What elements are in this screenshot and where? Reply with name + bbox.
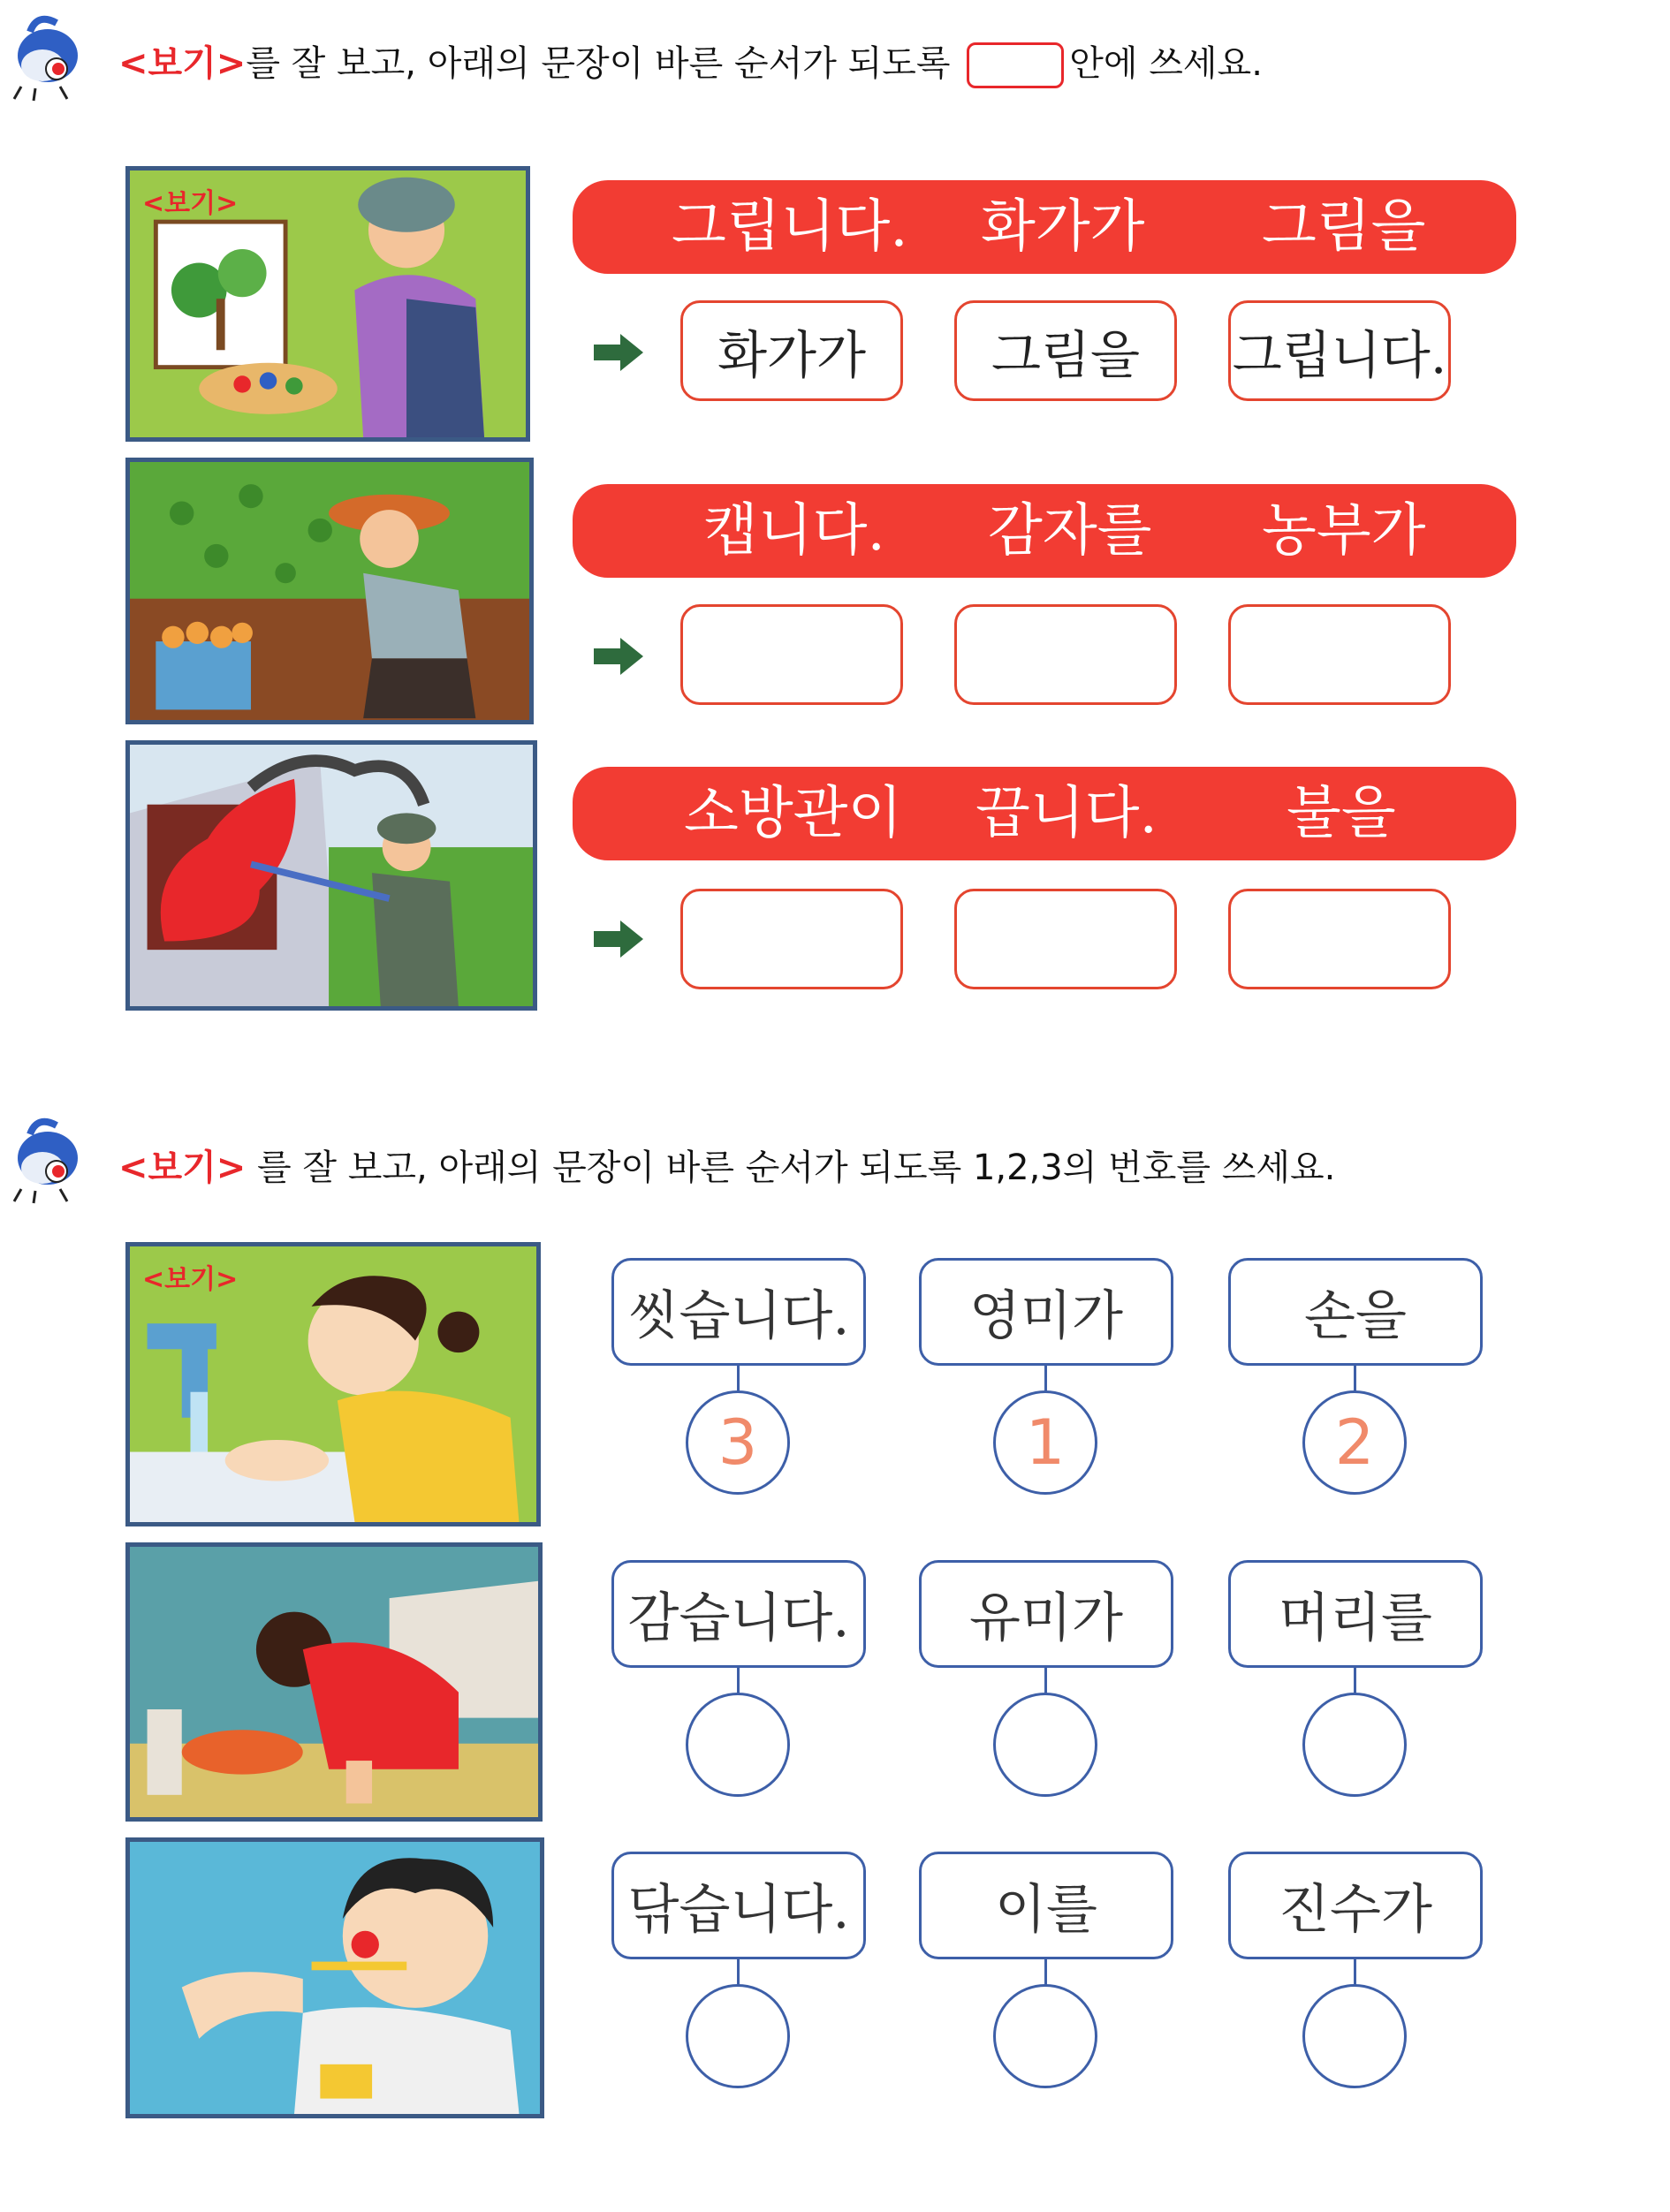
connector-line xyxy=(1354,1668,1356,1694)
instruction-tag: <보기> xyxy=(118,1148,247,1188)
arrow-right-icon xyxy=(592,332,645,373)
answer-box[interactable]: 그림을 xyxy=(954,300,1177,401)
farmer-illustration xyxy=(125,458,534,724)
arrow-right-icon xyxy=(592,636,645,677)
bar-word: 끕니다. xyxy=(975,781,1158,846)
connector-line xyxy=(737,1668,740,1694)
bar-word: 감자를 xyxy=(988,498,1152,564)
hairwashing-illustration xyxy=(125,1542,543,1822)
connector-line xyxy=(1044,1959,1047,1986)
handwashing-illustration xyxy=(125,1242,541,1526)
word-box: 이를 xyxy=(919,1852,1173,1959)
bar-word: 그림을 xyxy=(1262,194,1426,260)
number-circle[interactable]: 3 xyxy=(686,1390,790,1495)
number-circle[interactable] xyxy=(1302,1984,1407,2088)
bar-word: 그립니다. xyxy=(672,194,908,260)
number-circle[interactable] xyxy=(993,1693,1097,1797)
answer-box[interactable] xyxy=(1228,889,1451,989)
bar-word: 소방관이 xyxy=(684,781,903,846)
connector-line xyxy=(737,1366,740,1392)
instruction-blank-box xyxy=(967,42,1064,88)
number-circle[interactable] xyxy=(1302,1693,1407,1797)
answer-box[interactable] xyxy=(680,889,903,989)
word-box: 머리를 xyxy=(1228,1560,1483,1668)
firefighter-illustration xyxy=(125,740,537,1011)
number-circle[interactable] xyxy=(993,1984,1097,2088)
mascot-icon xyxy=(4,1110,92,1207)
connector-line xyxy=(737,1959,740,1986)
word-box: 진수가 xyxy=(1228,1852,1483,1959)
word-box: 손을 xyxy=(1228,1258,1483,1366)
word-bar-3 xyxy=(573,767,1516,860)
mascot-icon xyxy=(4,7,92,104)
word-box: 영미가 xyxy=(919,1258,1173,1366)
bar-word: 화가가 xyxy=(981,194,1145,260)
bar-word: 농부가 xyxy=(1262,498,1426,564)
word-bar-2 xyxy=(573,484,1516,578)
instruction-text-end: 안에 쓰세요. xyxy=(1069,43,1263,84)
bar-word: 캡니다. xyxy=(703,498,885,564)
answer-box[interactable] xyxy=(1228,604,1451,705)
example-label: <보기> xyxy=(142,188,239,219)
word-bar-1 xyxy=(573,180,1516,274)
word-box: 닦습니다. xyxy=(611,1852,866,1959)
bar-word: 불을 xyxy=(1287,781,1396,846)
answer-box[interactable] xyxy=(954,889,1177,989)
connector-line xyxy=(1354,1366,1356,1392)
word-box: 감습니다. xyxy=(611,1560,866,1668)
number-circle[interactable] xyxy=(686,1693,790,1797)
connector-line xyxy=(1354,1959,1356,1986)
section1-instruction xyxy=(118,42,1263,88)
toothbrushing-illustration xyxy=(125,1837,544,2118)
painter-illustration xyxy=(125,166,530,442)
arrow-right-icon xyxy=(592,919,645,959)
word-box: 씻습니다. xyxy=(611,1258,866,1366)
instruction-text: 를 잘 보고, 아래의 문장이 바른 순서가 되도록 1,2,3의 번호를 쓰세요. xyxy=(246,1148,1336,1188)
instruction-tag: <보기> xyxy=(118,43,247,84)
answer-box[interactable] xyxy=(680,604,903,705)
instruction-text: 를 잘 보고, 아래의 문장이 바른 순서가 되도록 xyxy=(246,43,951,84)
answer-box[interactable]: 화가가 xyxy=(680,300,903,401)
section2-instruction xyxy=(118,1150,1335,1186)
answer-box[interactable] xyxy=(954,604,1177,705)
answer-box[interactable]: 그립니다. xyxy=(1228,300,1451,401)
connector-line xyxy=(1044,1668,1047,1694)
number-circle[interactable] xyxy=(686,1984,790,2088)
number-circle[interactable]: 1 xyxy=(993,1390,1097,1495)
number-circle[interactable]: 2 xyxy=(1302,1390,1407,1495)
connector-line xyxy=(1044,1366,1047,1392)
example-label: <보기> xyxy=(142,1264,239,1295)
word-box: 유미가 xyxy=(919,1560,1173,1668)
